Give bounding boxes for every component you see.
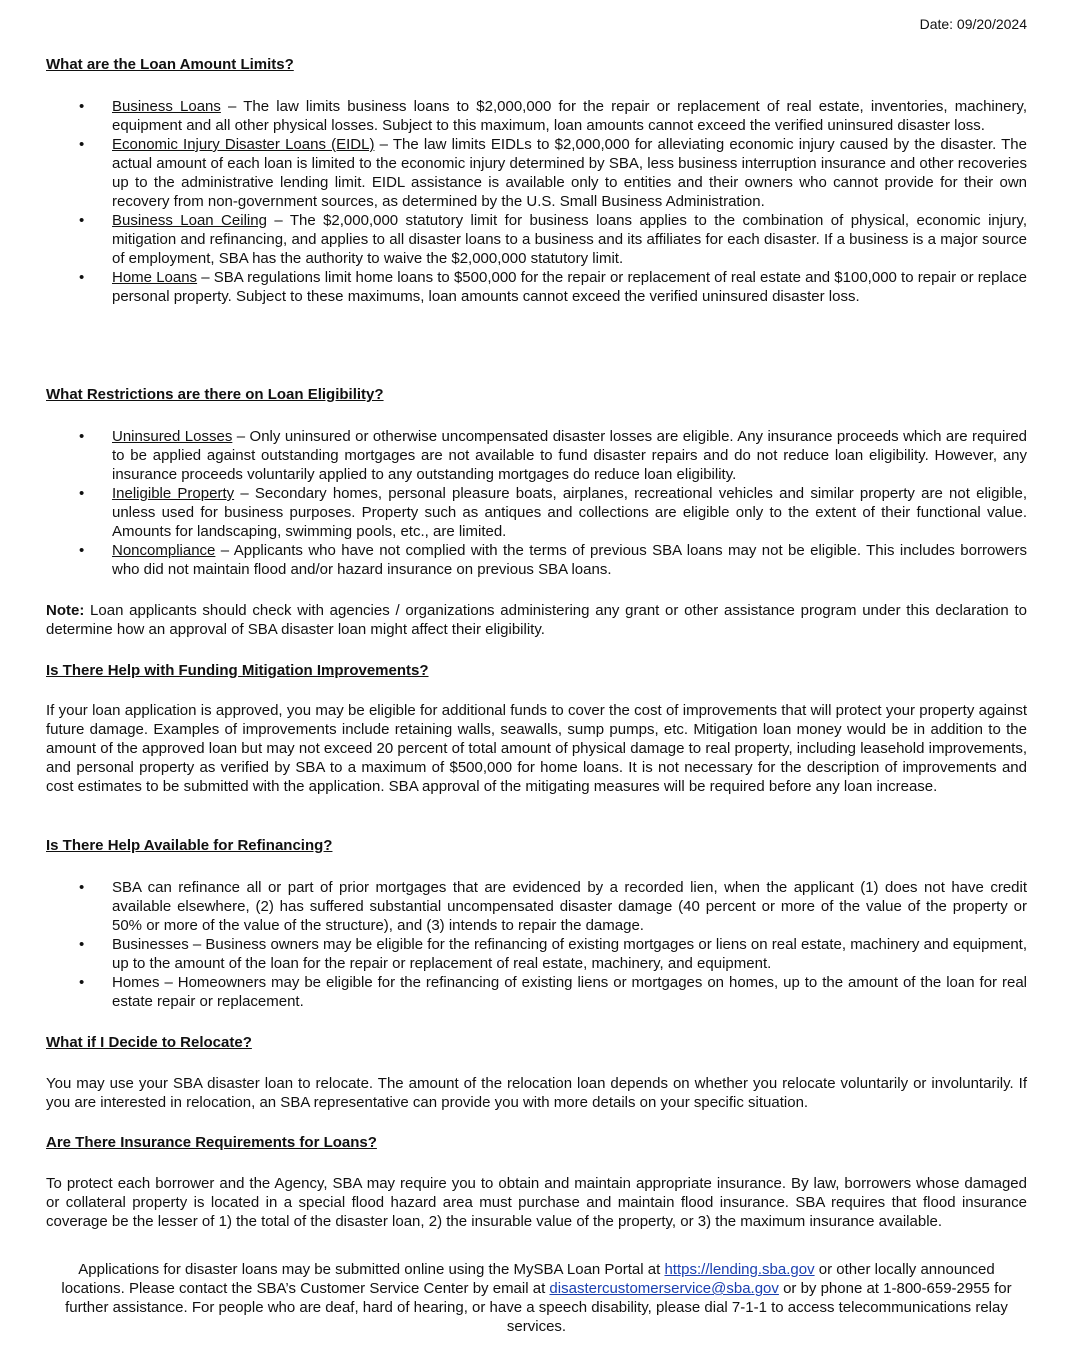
list-item: • Businesses – Business owners may be eligible for the refinancing of existing mortgages or liens on real estate, machinery and equipment, up to the amount of the loan for the repair or replacement of real estate, machinery, and equipment. [79, 936, 1027, 972]
eligibility-list [46, 427, 1027, 579]
refinancing-list [46, 878, 1027, 1011]
insurance-paragraph: To protect each borrower and the Agency, SBA may require you to obtain and maintain appropriate insurance. By law, borrowers whose damaged or collateral property is located in a special flood hazard area must purchase and maintain flood insurance. SBA requires that flood insurance coverage be the lesser of 1) the total of the disaster loan, 2) the insurable value of the property, or 3) the maximum insurance available. [46, 1175, 1027, 1230]
bullet-icon: • [79, 974, 85, 991]
lending-portal-link[interactable]: https://lending.sba.gov [664, 1261, 815, 1278]
bullet-icon: • [79, 936, 85, 953]
bullet-icon: • [79, 212, 85, 229]
mitigation-paragraph: If your loan application is approved, you may be eligible for additional funds to cover the cost of improvements that will protect your property against future damage. Examples of improvements include retaining walls, seawalls, sump pumps, etc. Mitigation loan money would be in addition to the amount of the approved loan but may not exceed 20 percent of total amount of physical damage to real property, including leasehold improvements, and personal property as verified by SBA to a maximum of $500,000 for home loans. It is not necessary for the description of improvements and cost estimates to be submitted with the application. SBA approval of the mitigating measures will be required before any loan increase. [46, 702, 1027, 795]
list-item: • Uninsured Losses – Only uninsured or otherwise uncompensated disaster losses are eligible. Any insurance proceeds which are required to be applied against outstanding mortgages are not available to fund disaster repairs and do not reduce loan eligibility. However, any insurance proceeds voluntarily applied to any outstanding mortgages do reduce loan eligibility. [79, 428, 1028, 483]
list-item: • Business Loans – The law limits business loans to $2,000,000 for the repair or replacement of real estate, inventories, machinery, equipment and all other physical losses. Subject to this maximum, loan amounts cannot exceed the verified uninsured disaster loss. [79, 98, 1027, 134]
list-item: • Homes – Homeowners may be eligible for the refinancing of existing liens or mortgages on homes, up to the amount of the loan for real estate repair or replacement. [79, 974, 1027, 1010]
bullet-icon: • [79, 98, 85, 115]
heading-insurance: Are There Insurance Requirements for Loans? [46, 1134, 377, 1151]
list-item: • Business Loan Ceiling – The $2,000,000 statutory limit for business loans applies to the combination of physical, economic injury, mitigation and refinancing, and applies to all disaster loans to a business and its affiliates for each disaster. If a business is a major source of employment, SBA has the authority to waive the $2,000,000 statutory limit. [79, 212, 1027, 267]
note-paragraph: Note: Loan applicants should check with agencies / organizations administering any grant or other assistance program under this declaration to determine how an approval of SBA disaster loan might affect their eligibility. [46, 602, 1027, 638]
footer-contact: Applications for disaster loans may be submitted online using the MySBA Loan Portal at https://lending.sba.gov or other locally announced locations. Please contact the SBA’s Customer Service Center by email at disastercustomerservice@sba.gov or by phone at 1-800-659-2955 for further assistance. For people who are deaf, hard of hearing, or have a speech disability, please dial 7-1-1 to access telecommunications relay services. [61, 1261, 1012, 1335]
bullet-icon: • [79, 428, 85, 445]
list-item: • Home Loans – SBA regulations limit home loans to $500,000 for the repair or replacement of real estate and $100,000 to repair or replace personal property. Subject to these maximums, loan amounts cannot exceed the verified uninsured disaster loss. [79, 269, 1027, 305]
bullet-icon: • [79, 542, 85, 559]
document-date: Date: 09/20/2024 [919, 16, 1027, 32]
relocate-paragraph: You may use your SBA disaster loan to relocate. The amount of the relocation loan depends on whether you relocate voluntarily or involuntarily. If you are interested in relocation, an SBA representative can provide you with more details on your specific situation. [46, 1075, 1027, 1111]
list-item: • Noncompliance – Applicants who have not complied with the terms of previous SBA loans may not be eligible. This includes borrowers who did not maintain flood and/or hazard insurance on previous SBA loans. [79, 542, 1027, 578]
bullet-icon: • [79, 879, 85, 896]
list-item: • SBA can refinance all or part of prior mortgages that are evidenced by a recorded lien, when the applicant (1) does not have credit available elsewhere, (2) has suffered substantial uncompensated disaster damage (40 percent or more of the value of the property or 50% or more of the value of the structure), and (3) intends to repair the damage. [79, 879, 1027, 934]
bullet-icon: • [79, 136, 85, 153]
heading-mitigation: Is There Help with Funding Mitigation Improvements? [46, 662, 429, 679]
heading-refinancing: Is There Help Available for Refinancing? [46, 837, 333, 854]
loan-limits-list [46, 97, 1027, 306]
heading-relocate: What if I Decide to Relocate? [46, 1034, 252, 1051]
list-item: • Ineligible Property – Secondary homes, personal pleasure boats, airplanes, recreational vehicles and similar property are not eligible, unless used for business purposes. Property such as antiques and collections are eligible only to the extent of their functional value. Amounts for landscaping, swimming pools, etc., are limited. [79, 485, 1027, 540]
bullet-icon: • [79, 485, 85, 502]
heading-eligibility: What Restrictions are there on Loan Eligibility? [46, 386, 384, 403]
list-item: • Economic Injury Disaster Loans (EIDL) – The law limits EIDLs to $2,000,000 for alleviating economic injury caused by the disaster. The actual amount of each loan is limited to the economic injury determined by SBA, less business interruption insurance and other recoveries up to the administrative lending limit. EIDL assistance is available only to entities and their owners who cannot provide for their own recovery from non-government sources, as determined by the U.S. Small Business Administration. [79, 136, 1027, 210]
bullet-icon: • [79, 269, 85, 286]
heading-loan-limits: What are the Loan Amount Limits? [46, 56, 294, 73]
customer-service-email-link[interactable]: disastercustomerservice@sba.gov [549, 1280, 779, 1297]
